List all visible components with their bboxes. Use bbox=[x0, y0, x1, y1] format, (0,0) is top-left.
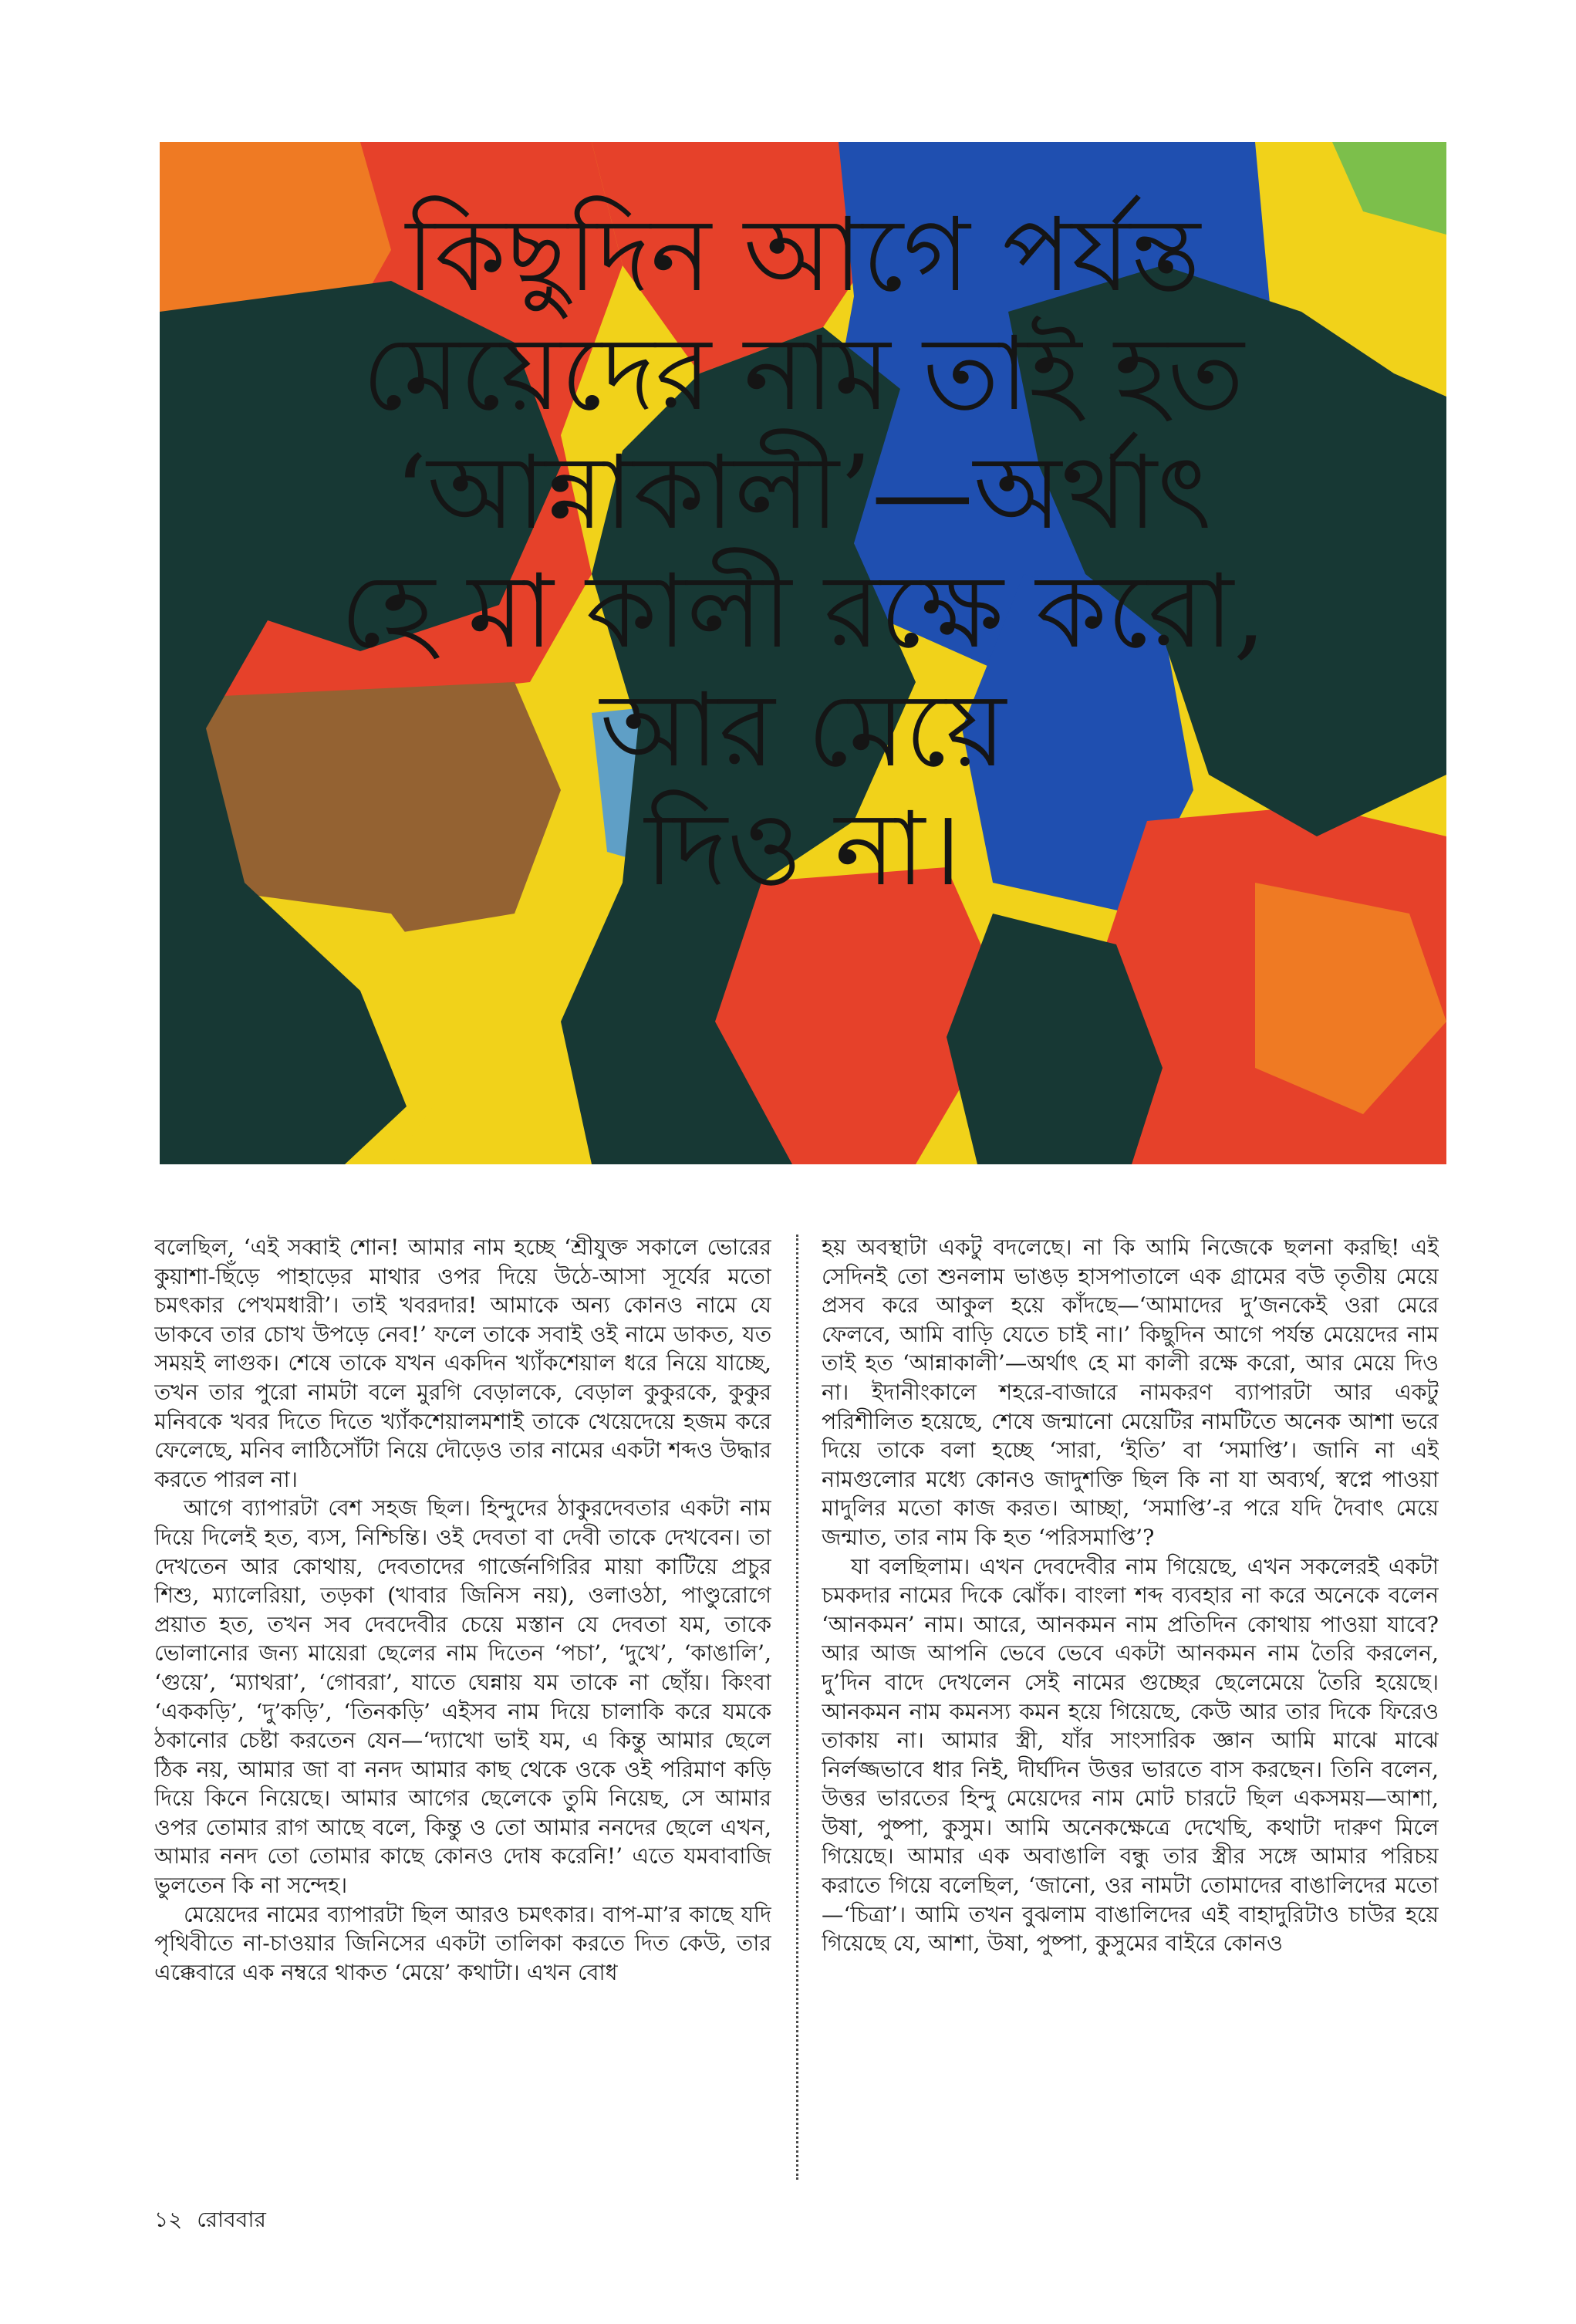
text-column-right bbox=[822, 1233, 1439, 2182]
paragraph: বলেছিল, ‘এই সব্বাই শোন! আমার নাম হচ্ছে ‘শ্রীযুক্ত সকালে ভোরের কুয়াশা-ছিঁড়ে পাহাড়ের মাথার ওপর দিয়ে উঠে-আসা সূর্যের মতো চমৎকার পেখমধারী’। তাই খবরদার! আমাকে অন্য কোনও নামে যে ডাকবে তার চোখ উপড়ে নেব!’ ফলে তাকে সবাই ওই নামে ডাকত, যত সময়ই লাগুক। শেষে তাকে যখন একদিন খ্যাঁকশেয়াল ধরে নিয়ে যাচ্ছে, তখন তার পুরো নামটা বলে মুরগি বেড়ালকে, বেড়াল কুকুরকে, কুকুর মনিবকে খবর দিতে দিতে খ্যাঁকশেয়ালমশাই তাকে খেয়েদেয়ে হজম করে ফেলেছে, মনিব লাঠিসোঁটা নিয়ে দৌড়েও তার নামের একটা শব্দও উদ্ধার করতে পারল না। bbox=[154, 1235, 771, 1492]
pull-quote-line: ‘আন্নাকালী’—অর্থাৎ bbox=[394, 434, 1212, 552]
pull-quote bbox=[160, 196, 1446, 909]
page-number: ১২ bbox=[154, 2207, 183, 2232]
paragraph: যা বলছিলাম। এখন দেবদেবীর নাম গিয়েছে, এখন সকলেরই একটা চমকদার নামের দিকে ঝোঁক। বাংলা শব্দ ব্যবহার না করে অনেকে বলেন ‘আনকমন’ নাম। আরে, আনকমন নাম প্রতিদিন কোথায় পাওয়া যাবে? আর আজ আপনি ভেবে ভেবে একটা আনকমন নাম তৈরি করলেন, দু’দিন বাদে দেখলেন সেই নামের গুচ্ছের ছেলেমেয়ে তৈরি হয়েছে। আনকমন নাম কমনস্য কমন হয়ে গিয়েছে, কেউ আর তার দিকে ফিরেও তাকায় না। আমার স্ত্রী, যাঁর সাংসারিক জ্ঞান আমি মাঝে মাঝে নির্লজ্জভাবে ধার নিই, দীর্ঘদিন উত্তর ভারতে বাস করছেন। তিনি বলেন, উত্তর ভারতের হিন্দু মেয়েদের নাম মোট চারটে ছিল একসময়—আশা, উষা, পুষ্পা, কুসুম। আমি অনেকক্ষেত্রে দেখেছি, কথাটা দারুণ মিলে গিয়েছে। আমার এক অবাঙালি বন্ধু তার স্ত্রীর সঙ্গে আমার পরিচয় করাতে গিয়ে বলেছিল, ‘জানো, ওর নামটা তোমাদের বাঙালিদের মতো—‘চিত্রা’। আমি তখন বুঝলাম বাঙালিদের এই বাহাদুরিটাও চাউর হয়ে গিয়েছে যে, আশা, উষা, পুষ্পা, কুসুমের বাইরে কোনও bbox=[822, 1553, 1439, 1957]
text-column-left bbox=[154, 1233, 771, 2182]
paragraph: মেয়েদের নামের ব্যাপারটা ছিল আরও চমৎকার। বাপ-মা’র কাছে যদি পৃথিবীতে না-চাওয়ার জিনিসের একটা তালিকা করতে দিত কেউ, তার এক্কেবারে এক নম্বরে থাকত ‘মেয়ে’ কথাটা। এখন বোধ bbox=[154, 1901, 771, 1985]
pull-quote-line: আর মেয়ে bbox=[599, 671, 1007, 790]
paragraph: আগে ব্যাপারটা বেশ সহজ ছিল। হিন্দুদের ঠাকুরদেবতার একটা নাম দিয়ে দিলেই হত, ব্যস, নিশ্চিন্তি। ওই দেবতা বা দেবী তাকে দেখবেন। তা দেখতেন আর কোথায়, দেবতাদের গার্জেনগিরির মায়া কাটিয়ে প্রচুর শিশু, ম্যালেরিয়া, তড়কা (খাবার জিনিস নয়), ওলাওঠা, পাণ্ডুরোগে প্রয়াত হত, তখন সব দেবদেবীর চেয়ে মস্তান যে দেবতা যম, তাকে ভোলানোর জন্য মায়েরা ছেলের নাম দিতেন ‘পচা’, ‘দুখে’, ‘কাঙালি’, ‘গুয়ে’, ‘ম্যাথরা’, ‘গোবরা’, যাতে ঘেন্নায় যম তাকে না ছোঁয়। কিংবা ‘এককড়ি’, ‘দু’কড়ি’, ‘তিনকড়ি’ এইসব নাম দিয়ে চালাকি করে যমকে ঠকানোর চেষ্টা করতেন যেন—‘দ্যাখো ভাই যম, এ কিন্তু আমার ছেলে ঠিক নয়, আমার জা বা ননদ আমার কাছ থেকে ওকে ওই পরিমাণ কড়ি দিয়ে কিনে নিয়েছে। আমার আগের ছেলেকে তুমি নিয়েছ, সে আমার ওপর তোমার রাগ আছে বলে, কিন্তু ও তো আমার ননদের ছেলে এখন, আমার ননদ তো তোমার কাছে কোনও দোষ করেনি!’ এতে যমবাবাজি ভুলতেন কি না সন্দেহ। bbox=[154, 1495, 771, 1899]
illustration bbox=[160, 142, 1446, 1164]
publication-name: রোববার bbox=[197, 2207, 266, 2232]
page-footer bbox=[154, 2203, 266, 2239]
pull-quote-line: কিছুদিন আগে পর্যন্ত bbox=[405, 196, 1201, 315]
pull-quote-line: দিও না। bbox=[644, 790, 962, 909]
pull-quote-line: হে মা কালী রক্ষে করো, bbox=[340, 552, 1266, 671]
pull-quote-line: মেয়েদের নাম তাই হত bbox=[362, 315, 1244, 434]
paragraph: হয় অবস্থাটা একটু বদলেছে। না কি আমি নিজেকে ছলনা করছি! এই সেদিনই তো শুনলাম ভাঙড় হাসপাতালে এক গ্রামের বউ তৃতীয় মেয়ে প্রসব করে আকুল হয়ে কাঁদছে—‘আমাদের দু’জনকেই ওরা মেরে ফেলবে, আমি বাড়ি যেতে চাই না।’ কিছুদিন আগে পর্যন্ত মেয়েদের নাম তাই হত ‘আন্নাকালী’—অর্থাৎ হে মা কালী রক্ষে করো, আর মেয়ে দিও না। ইদানীংকালে শহরে-বাজারে নামকরণ ব্যাপারটা আর একটু পরিশীলিত হয়েছে, শেষে জন্মানো মেয়েটির নামটিতে অনেক আশা ভরে দিয়ে তাকে বলা হচ্ছে ‘সারা, ‘ইতি’ বা ‘সমাপ্তি’। জানি না এই নামগুলোর মধ্যে কোনও জাদুশক্তি ছিল কি না যা অব্যর্থ, স্বপ্নে পাওয়া মাদুলির মতো কাজ করত। আচ্ছা, ‘সমাপ্তি’-র পরে যদি দৈবাৎ মেয়ে জন্মাত, তার নাম কি হত ‘পরিসমাপ্তি’? bbox=[822, 1235, 1439, 1550]
column-divider bbox=[796, 1235, 798, 2180]
